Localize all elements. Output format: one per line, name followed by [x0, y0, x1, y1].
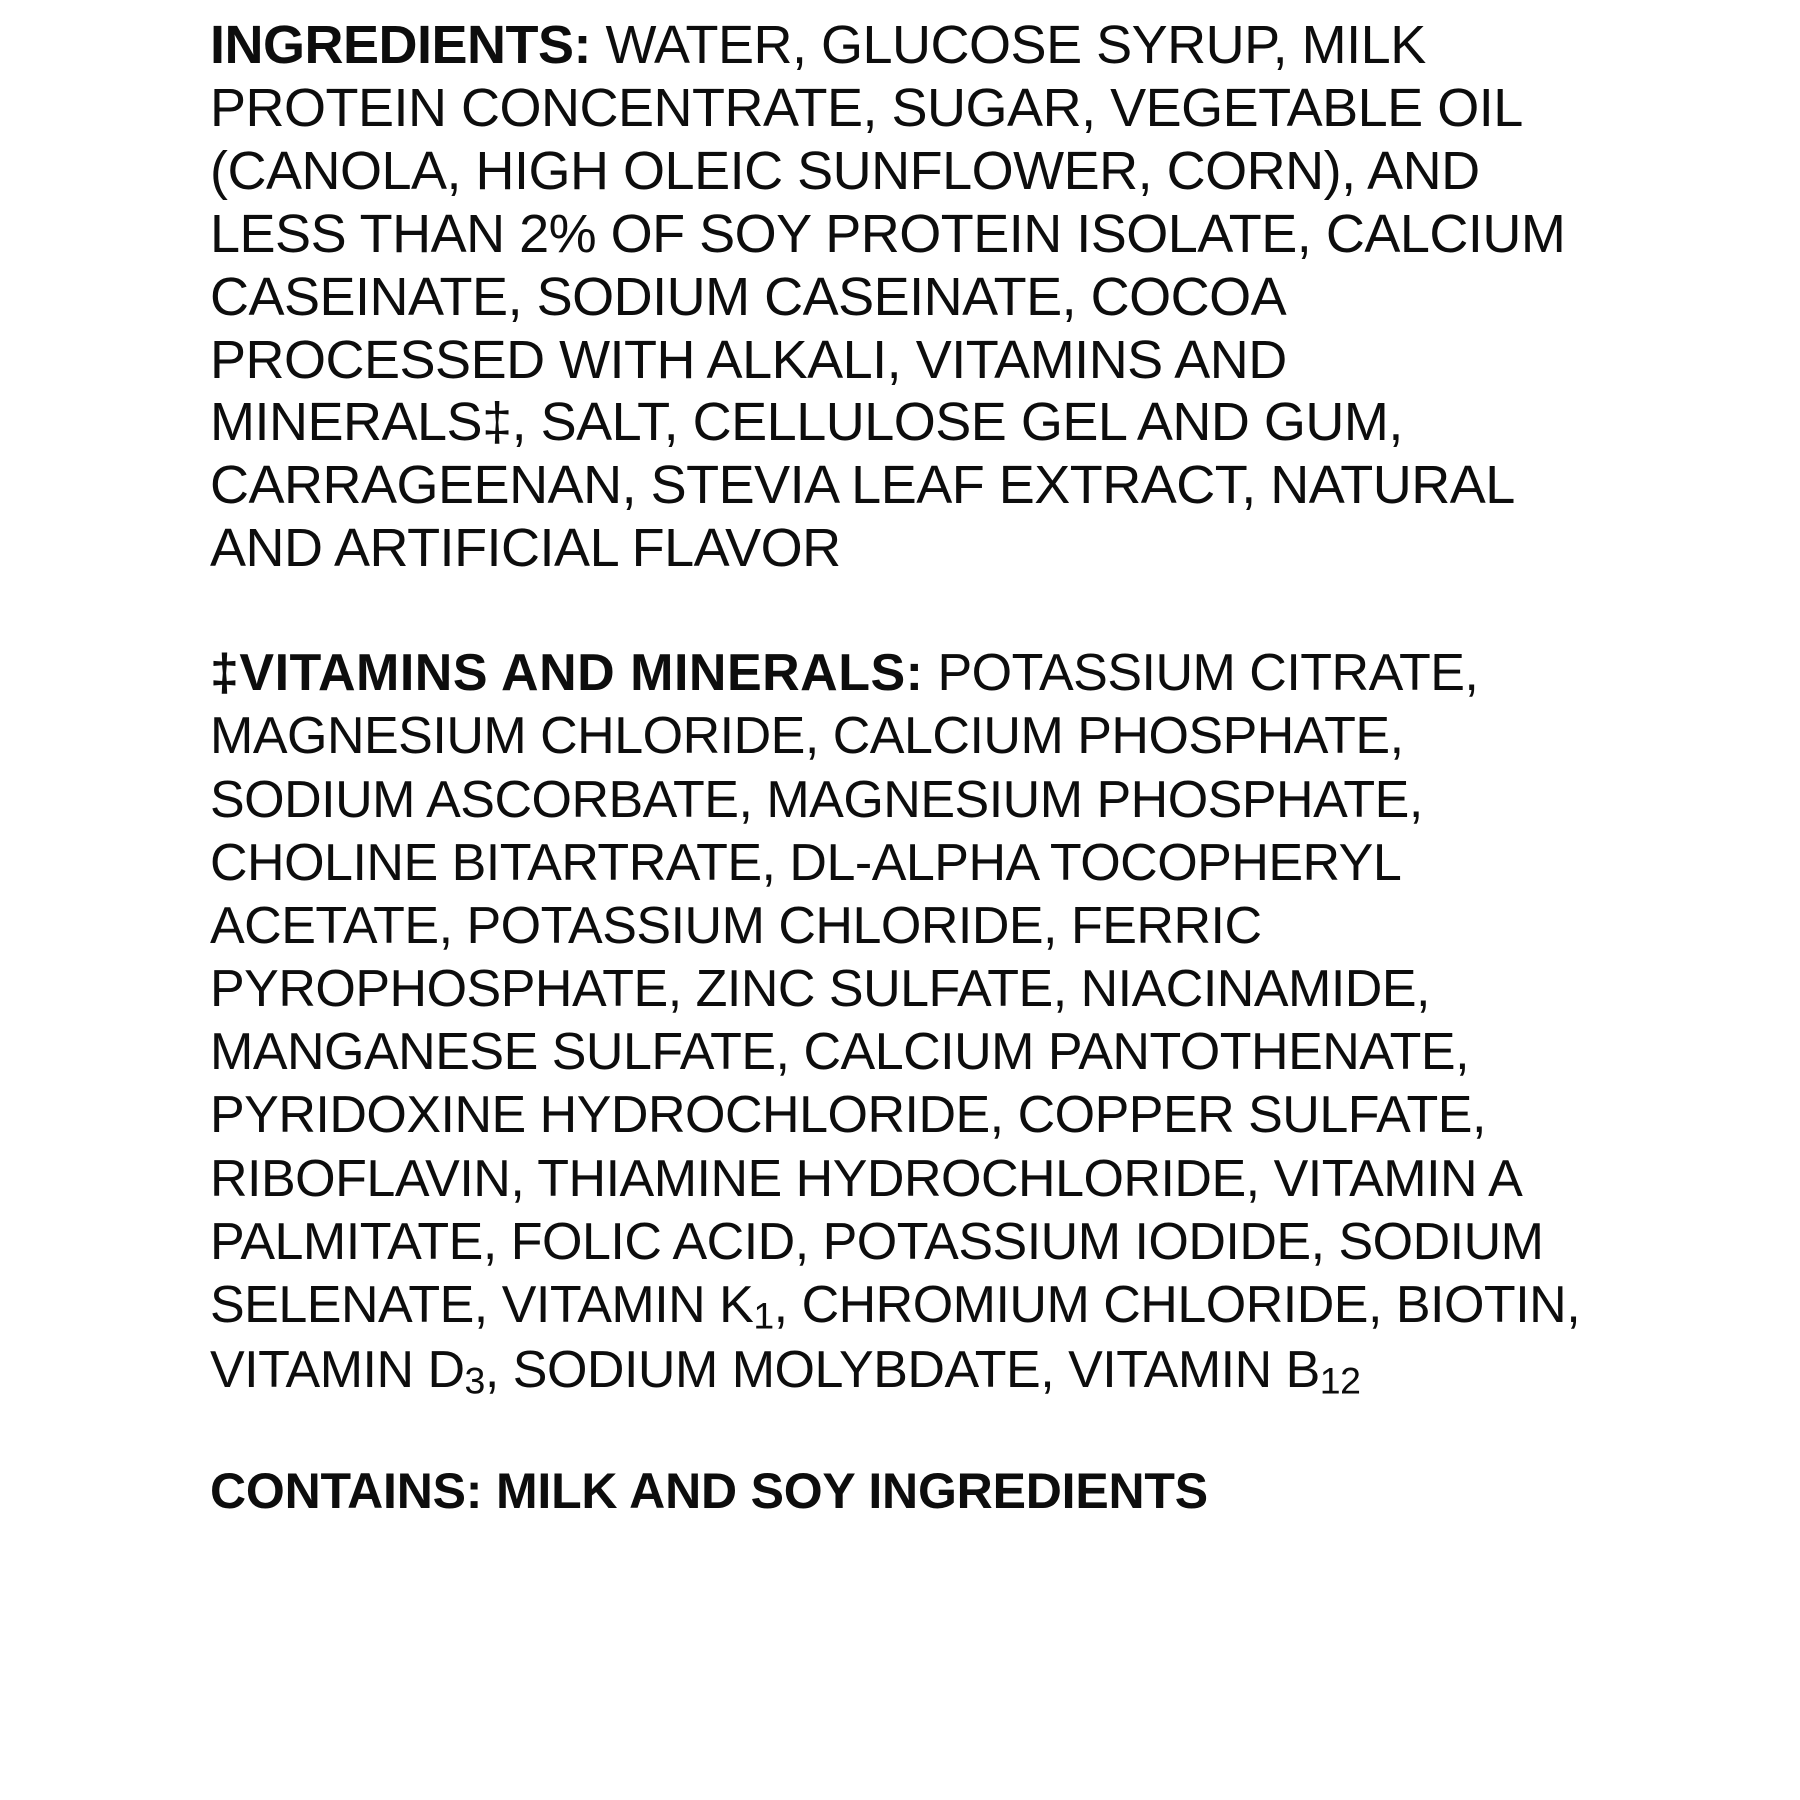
vitamins-minerals-paragraph	[210, 642, 1615, 1404]
ingredients-text: WATER, GLUCOSE SYRUP, MILK PROTEIN CONCENTRATE, SUGAR, VEGETABLE OIL (CANOLA, HIGH OLEIC SUNFLOWER, CORN), AND LESS THAN 2% OF SOY PROTEIN ISOLATE, CALCIUM CASEINATE, SODIUM CASEINATE, COCOA PROCESSED WITH ALKALI, VITAMINS AND MINERALS‡, SALT, CELLULOSE GEL AND GUM, CARRAGEENAN, STEVIA LEAF EXTRACT, NATURAL AND ARTIFICIAL FLAVOR	[210, 15, 1566, 579]
vitamins-minerals-heading: ‡VITAMINS AND MINERALS:	[210, 644, 924, 703]
vitamins-minerals-text-part-2: , CHROMIUM CHLORIDE, BIOTIN, VITAMIN D	[210, 1275, 1581, 1400]
ingredients-heading: INGREDIENTS:	[210, 15, 592, 75]
contains-allergen-statement: CONTAINS: MILK AND SOY INGREDIENTS	[210, 1463, 1208, 1520]
ingredients-paragraph	[210, 14, 1615, 580]
vitamins-minerals-text-part-1: POTASSIUM CITRATE, MAGNESIUM CHLORIDE, CALCIUM PHOSPHATE, SODIUM ASCORBATE, MAGNESIUM PHOSPHATE, CHOLINE BITARTRATE, DL-ALPHA TOCOPHERYL ACETATE, POTASSIUM CHLORIDE, FERRIC PYROPHOSPHATE, ZINC SULFATE, NIACINAMIDE, MANGANESE SULFATE, CALCIUM PANTOTHENATE, PYRIDOXINE HYDROCHLORIDE, COPPER SULFATE, RIBOFLAVIN, THIAMINE HYDROCHLORIDE, VITAMIN A PALMITATE, FOLIC ACID, POTASSIUM IODIDE, SODIUM SELENATE, VITAMIN K	[210, 644, 1544, 1334]
vitamin-k-subscript: 1	[753, 1294, 774, 1337]
vitamins-minerals-text-part-3: , SODIUM MOLYBDATE, VITAMIN B	[484, 1341, 1320, 1400]
vitamin-d-subscript: 3	[464, 1359, 485, 1402]
vitamin-b-subscript: 12	[1319, 1359, 1361, 1402]
